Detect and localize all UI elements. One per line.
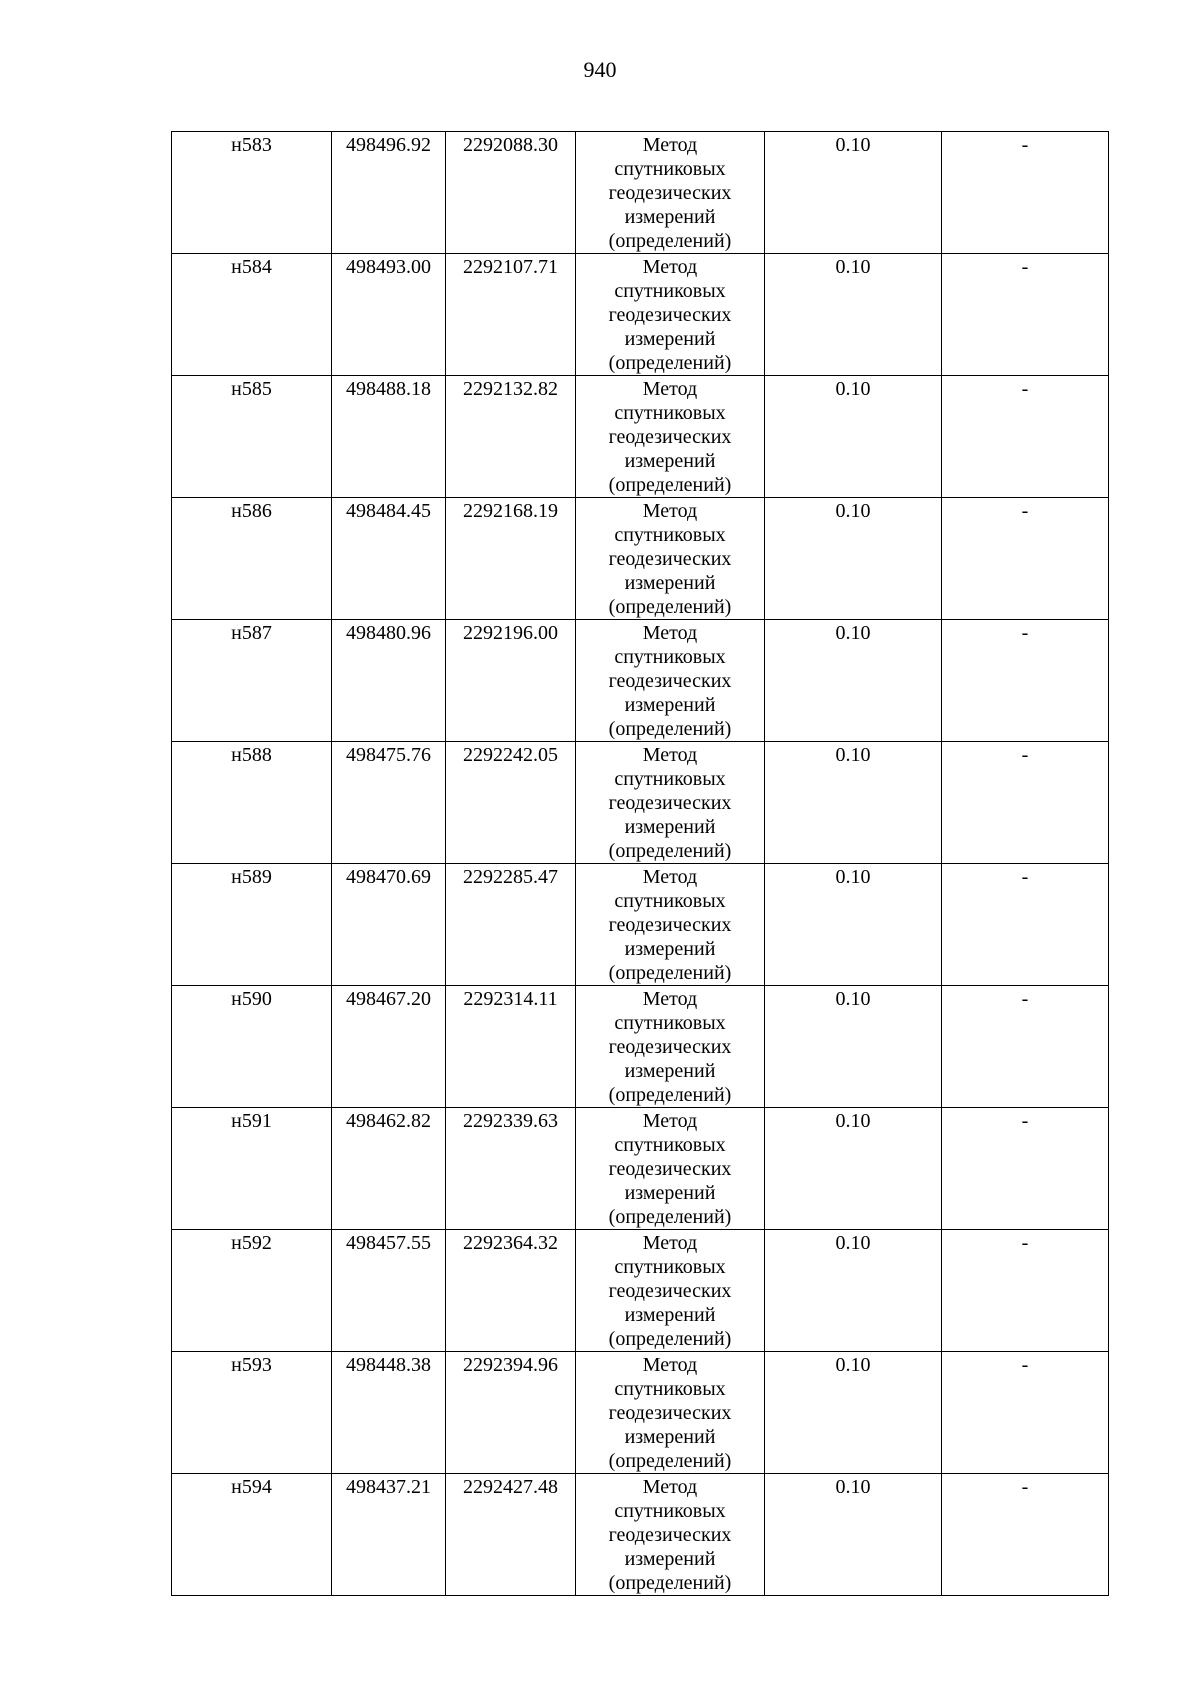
y-coordinate: 2292196.00 [463,622,558,644]
x-coordinate: 498448.38 [346,1354,431,1376]
accuracy-cell [765,986,942,1108]
note-value: - [1021,1232,1029,1254]
accuracy-cell [765,1230,942,1352]
table-row [172,132,1109,254]
method-text: Метод спутниковых геодезических измерений (определений) [608,988,732,1106]
accuracy-cell [765,1108,942,1230]
point-name: н593 [231,1354,272,1376]
point-name: н590 [231,988,272,1010]
method-text: Метод спутниковых геодезических измерений (определений) [608,1476,732,1594]
x-coordinate: 498462.82 [346,1110,431,1132]
table-row [172,864,1109,986]
table-row [172,376,1109,498]
y-coordinate: 2292314.11 [463,988,558,1010]
table-row [172,498,1109,620]
coordinates-table [171,131,1109,1596]
y-coordinate: 2292339.63 [463,1110,558,1132]
note-cell [942,132,1109,254]
point-cell [172,1230,332,1352]
method-text: Метод спутниковых геодезических измерений (определений) [608,1110,732,1228]
point-cell [172,1474,332,1596]
y-coordinate: 2292107.71 [463,256,558,278]
accuracy-cell [765,376,942,498]
x-coordinate: 498437.21 [346,1476,431,1498]
point-cell [172,1108,332,1230]
method-cell [576,1352,765,1474]
point-cell [172,254,332,376]
x-coordinate: 498475.76 [346,744,431,766]
point-cell [172,864,332,986]
point-cell [172,742,332,864]
note-cell [942,620,1109,742]
x-coordinate-cell [332,376,446,498]
note-value: - [1021,1110,1029,1132]
note-cell [942,1230,1109,1352]
method-text: Метод спутниковых геодезических измерений (определений) [608,256,732,374]
point-cell [172,376,332,498]
x-coordinate: 498457.55 [346,1232,431,1254]
table-row [172,986,1109,1108]
x-coordinate: 498484.45 [346,500,431,522]
table-row [172,1474,1109,1596]
method-cell [576,742,765,864]
accuracy-cell [765,1352,942,1474]
table-row [172,1108,1109,1230]
x-coordinate-cell [332,620,446,742]
table-row [172,620,1109,742]
note-value: - [1021,1354,1029,1376]
point-cell [172,132,332,254]
note-value: - [1021,500,1029,522]
point-name: н594 [231,1476,272,1498]
y-coordinate-cell [446,498,576,620]
x-coordinate: 498480.96 [346,622,431,644]
x-coordinate-cell [332,498,446,620]
note-value: - [1021,988,1029,1010]
accuracy-value: 0.10 [835,378,871,400]
method-cell [576,986,765,1108]
x-coordinate: 498496.92 [346,134,431,156]
note-value: - [1021,622,1029,644]
point-cell [172,1352,332,1474]
y-coordinate-cell [446,986,576,1108]
y-coordinate: 2292394.96 [463,1354,558,1376]
method-text: Метод спутниковых геодезических измерений (определений) [608,378,732,496]
x-coordinate-cell [332,864,446,986]
y-coordinate: 2292427.48 [463,1476,558,1498]
x-coordinate-cell [332,1352,446,1474]
accuracy-value: 0.10 [835,866,871,888]
y-coordinate: 2292168.19 [463,500,558,522]
accuracy-cell [765,498,942,620]
accuracy-cell [765,742,942,864]
y-coordinate-cell [446,132,576,254]
note-value: - [1021,744,1029,766]
table-row [172,1352,1109,1474]
method-cell [576,254,765,376]
method-cell [576,864,765,986]
point-name: н591 [231,1110,272,1132]
y-coordinate-cell [446,1230,576,1352]
y-coordinate-cell [446,620,576,742]
method-text: Метод спутниковых геодезических измерений (определений) [608,134,732,252]
point-cell [172,620,332,742]
method-text: Метод спутниковых геодезических измерений (определений) [608,866,732,984]
accuracy-value: 0.10 [835,134,871,156]
note-value: - [1021,1476,1029,1498]
table-row [172,1230,1109,1352]
y-coordinate: 2292242.05 [463,744,558,766]
accuracy-value: 0.10 [835,744,871,766]
y-coordinate-cell [446,376,576,498]
method-cell [576,1108,765,1230]
page-number: 940 [583,57,617,82]
note-value: - [1021,866,1029,888]
method-text: Метод спутниковых геодезических измерений (определений) [608,1232,732,1350]
table-row [172,254,1109,376]
y-coordinate-cell [446,1352,576,1474]
note-value: - [1021,134,1029,156]
method-text: Метод спутниковых геодезических измерений (определений) [608,744,732,862]
coordinates-table-body [172,132,1109,1596]
point-name: н587 [231,622,272,644]
method-cell [576,132,765,254]
point-name: н585 [231,378,272,400]
x-coordinate-cell [332,1108,446,1230]
point-name: н583 [231,134,272,156]
x-coordinate: 498488.18 [346,378,431,400]
accuracy-cell [765,620,942,742]
accuracy-cell [765,254,942,376]
y-coordinate: 2292088.30 [463,134,558,156]
point-name: н592 [231,1232,272,1254]
note-value: - [1021,378,1029,400]
x-coordinate-cell [332,132,446,254]
accuracy-value: 0.10 [835,1354,871,1376]
accuracy-value: 0.10 [835,622,871,644]
accuracy-cell [765,132,942,254]
accuracy-cell [765,864,942,986]
point-cell [172,986,332,1108]
point-cell [172,498,332,620]
y-coordinate-cell [446,742,576,864]
x-coordinate: 498467.20 [346,988,431,1010]
method-cell [576,376,765,498]
accuracy-cell [765,1474,942,1596]
x-coordinate-cell [332,986,446,1108]
x-coordinate: 498493.00 [346,256,431,278]
note-cell [942,498,1109,620]
method-text: Метод спутниковых геодезических измерений (определений) [608,500,732,618]
table-row [172,742,1109,864]
accuracy-value: 0.10 [835,1232,871,1254]
x-coordinate: 498470.69 [346,866,431,888]
note-cell [942,1352,1109,1474]
accuracy-value: 0.10 [835,256,871,278]
method-text: Метод спутниковых геодезических измерений (определений) [608,622,732,740]
y-coordinate-cell [446,1108,576,1230]
x-coordinate-cell [332,254,446,376]
y-coordinate: 2292364.32 [463,1232,558,1254]
x-coordinate-cell [332,742,446,864]
note-cell [942,254,1109,376]
method-cell [576,1474,765,1596]
method-cell [576,1230,765,1352]
x-coordinate-cell [332,1230,446,1352]
accuracy-value: 0.10 [835,500,871,522]
point-name: н589 [231,866,272,888]
point-name: н586 [231,500,272,522]
point-name: н588 [231,744,272,766]
method-text: Метод спутниковых геодезических измерений (определений) [608,1354,732,1472]
y-coordinate: 2292132.82 [463,378,558,400]
method-cell [576,620,765,742]
accuracy-value: 0.10 [835,1476,871,1498]
method-cell [576,498,765,620]
note-cell [942,864,1109,986]
y-coordinate-cell [446,254,576,376]
note-cell [942,1474,1109,1596]
x-coordinate-cell [332,1474,446,1596]
note-cell [942,986,1109,1108]
point-name: н584 [231,256,272,278]
accuracy-value: 0.10 [835,988,871,1010]
note-cell [942,742,1109,864]
y-coordinate: 2292285.47 [463,866,558,888]
y-coordinate-cell [446,864,576,986]
note-cell [942,1108,1109,1230]
accuracy-value: 0.10 [835,1110,871,1132]
note-cell [942,376,1109,498]
y-coordinate-cell [446,1474,576,1596]
note-value: - [1021,256,1029,278]
